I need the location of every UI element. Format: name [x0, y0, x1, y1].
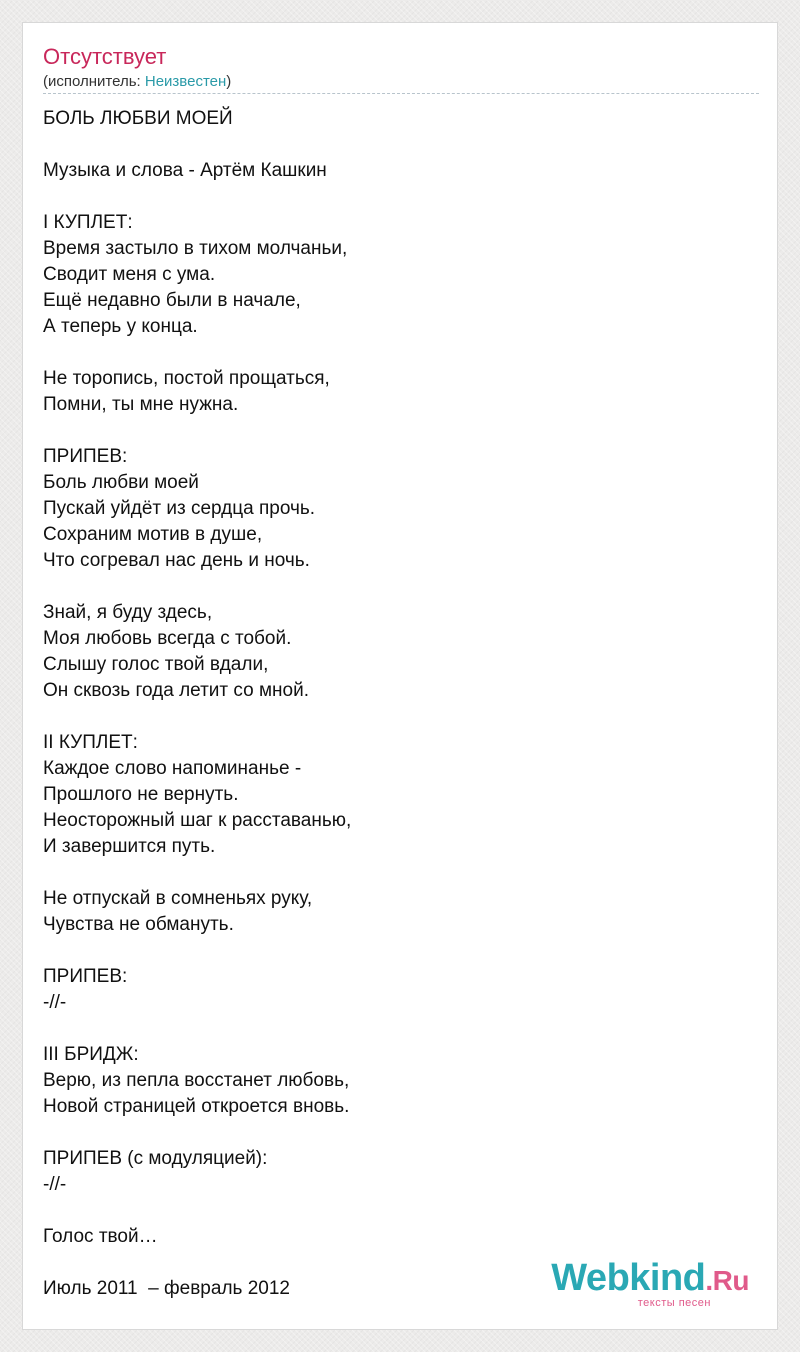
- lyrics-text: [43, 106, 759, 1302]
- lyrics-line: Не отпускай в сомненьях руку,: [43, 888, 313, 909]
- lyrics-blank-line: [43, 132, 759, 158]
- lyrics-line: ПРИПЕВ (с модуляцией):: [43, 1148, 268, 1169]
- logo-tagline: тексты песен: [637, 1297, 711, 1309]
- lyrics-blank-line: [43, 184, 759, 210]
- lyrics-blank-line: [43, 1120, 759, 1146]
- lyrics-line: Знай, я буду здесь,: [43, 602, 213, 623]
- lyrics-blank-line: [43, 860, 759, 886]
- lyrics-line: ПРИПЕВ:: [43, 966, 128, 987]
- artist-link[interactable]: Неизвестен: [144, 73, 227, 90]
- lyrics-line: И завершится путь.: [43, 836, 216, 857]
- lyrics-line: БОЛЬ ЛЮБВИ МОЕЙ: [43, 108, 233, 129]
- lyrics-line: Сохраним мотив в душе,: [43, 524, 263, 545]
- lyrics-blank-line: [43, 1016, 759, 1042]
- header-divider: [43, 93, 759, 94]
- artist-prefix: (исполнитель:: [43, 73, 145, 90]
- lyrics-line: Музыка и слова - Артём Кашкин: [43, 160, 327, 181]
- lyrics-blank-line: [43, 938, 759, 964]
- lyrics-line: Не торопись, постой прощаться,: [43, 368, 330, 389]
- lyrics-blank-line: [43, 418, 759, 444]
- lyrics-line: II КУПЛЕТ:: [43, 732, 138, 753]
- lyrics-line: Время застыло в тихом молчаньи,: [43, 238, 348, 259]
- logo-web: Webkind: [551, 1257, 706, 1299]
- lyrics-blank-line: [43, 1198, 759, 1224]
- webkind-logo[interactable]: [551, 1258, 749, 1309]
- lyrics-line: Каждое слово напоминанье -: [43, 758, 302, 779]
- lyrics-line: Верю, из пепла восстанет любовь,: [43, 1070, 350, 1091]
- lyrics-line: Что согревал нас день и ночь.: [43, 550, 310, 571]
- lyrics-line: Чувства не обмануть.: [43, 914, 234, 935]
- lyrics-card: [22, 22, 778, 1330]
- lyrics-line: Неосторожный шаг к расставанью,: [43, 810, 352, 831]
- lyrics-line: III БРИДЖ:: [43, 1044, 139, 1065]
- lyrics-line: Прошлого не вернуть.: [43, 784, 239, 805]
- lyrics-line: Ещё недавно были в начале,: [43, 290, 301, 311]
- lyrics-line: ПРИПЕВ:: [43, 446, 128, 467]
- lyrics-line: Помни, ты мне нужна.: [43, 394, 239, 415]
- lyrics-blank-line: [43, 340, 759, 366]
- lyrics-line: Он сквозь года летит со мной.: [43, 680, 309, 701]
- lyrics-line: -//-: [43, 1174, 67, 1195]
- lyrics-line: А теперь у конца.: [43, 316, 198, 337]
- lyrics-blank-line: [43, 574, 759, 600]
- lyrics-blank-line: [43, 704, 759, 730]
- song-title: Отсутствует: [43, 44, 167, 69]
- lyrics-line: Голос твой…: [43, 1226, 158, 1247]
- lyrics-line: Слышу голос твой вдали,: [43, 654, 269, 675]
- artist-suffix: ): [226, 73, 232, 90]
- lyrics-line: Новой страницей откроется вновь.: [43, 1096, 350, 1117]
- lyrics-line: -//-: [43, 992, 67, 1013]
- lyrics-line: Пускай уйдёт из сердца прочь.: [43, 498, 316, 519]
- lyrics-line: Боль любви моей: [43, 472, 199, 493]
- lyrics-line: I КУПЛЕТ:: [43, 212, 133, 233]
- lyrics-line: Моя любовь всегда с тобой.: [43, 628, 292, 649]
- logo-wordmark: [551, 1258, 749, 1301]
- lyrics-line: Сводит меня с ума.: [43, 264, 216, 285]
- logo-ru: .Ru: [705, 1265, 749, 1296]
- lyrics-line: Июль 2011 – февраль 2012: [43, 1278, 290, 1299]
- artist-line: [43, 73, 231, 91]
